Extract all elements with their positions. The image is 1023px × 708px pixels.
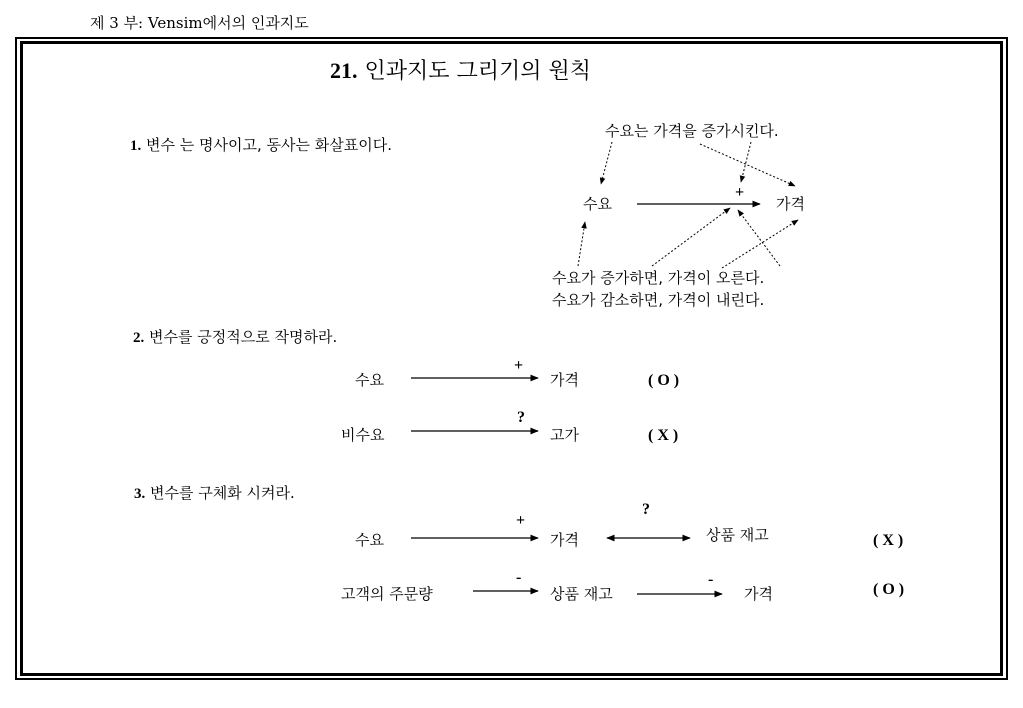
rule-2-row-1-from: 수요 bbox=[355, 371, 384, 389]
section-header: 제 3 부: Vensim에서의 인과지도 bbox=[90, 14, 309, 32]
rule-3-row-1-verdict: ( X ) bbox=[873, 532, 904, 549]
rule-1-sign: + bbox=[735, 184, 745, 201]
note-bottom-to-price-link bbox=[722, 220, 798, 268]
rule-3-row-1-to-2: 상품 재고 bbox=[706, 526, 769, 544]
rule-3-text: 변수를 구체화 시켜라. bbox=[150, 484, 295, 502]
rule-2-number: 2. bbox=[133, 330, 145, 346]
rule-3-number: 3. bbox=[134, 486, 146, 502]
note-bottom-to-arrow-link bbox=[652, 208, 730, 266]
note-bottom-to-demand-link bbox=[578, 222, 585, 266]
rule-3-row-1-sign: + bbox=[516, 512, 526, 529]
rule-3-row-2-to: 상품 재고 bbox=[550, 585, 613, 603]
rule-3-row-1-to: 가격 bbox=[550, 531, 579, 549]
rule-1-note-bottom-2: 수요가 감소하면, 가격이 내린다. bbox=[552, 291, 765, 309]
rule-1-node-demand: 수요 bbox=[583, 195, 612, 213]
title-text: 인과지도 그리기의 원칙 bbox=[364, 59, 592, 84]
rule-3-row-2-sign-2: - bbox=[708, 571, 714, 588]
rule-2-row-2-to: 고가 bbox=[550, 426, 579, 444]
rule-2-row-1-verdict: ( O ) bbox=[648, 372, 680, 389]
rule-1-number: 1. bbox=[130, 138, 142, 154]
rule-1-note-bottom-1: 수요가 증가하면, 가격이 오른다. bbox=[552, 269, 765, 287]
rule-3-row-2-from: 고객의 주문량 bbox=[341, 585, 433, 603]
rule-3-row-2-verdict: ( O ) bbox=[873, 581, 905, 598]
rule-3-row-1-sign-2: ? bbox=[642, 501, 650, 518]
rule-2-text: 변수를 긍정적으로 작명하라. bbox=[149, 328, 338, 346]
rule-2-row-1-to: 가격 bbox=[550, 371, 579, 389]
title-number: 21. bbox=[330, 58, 358, 83]
rule-3-row-2-to-2: 가격 bbox=[744, 585, 773, 603]
rule-2-row-2-sign: ? bbox=[517, 409, 525, 426]
rule-2-row-2-verdict: ( X ) bbox=[648, 427, 679, 444]
rule-1-node-price: 가격 bbox=[776, 195, 805, 213]
note-bottom-to-sign-link bbox=[738, 210, 780, 266]
rule-2-row-1-sign: + bbox=[514, 357, 524, 374]
note-top-to-demand-link bbox=[601, 142, 612, 184]
rule-1-text: 변수 는 명사이고, 동사는 화살표이다. bbox=[146, 136, 392, 154]
note-top-to-sign-link bbox=[741, 142, 751, 182]
note-top-to-price-link bbox=[700, 144, 795, 186]
rule-1-note-top: 수요는 가격을 증가시킨다. bbox=[605, 122, 779, 140]
rule-3-row-1-from: 수요 bbox=[355, 531, 384, 549]
rule-3-row-2-sign: - bbox=[516, 569, 522, 586]
rule-2-row-2-from: 비수요 bbox=[341, 426, 385, 444]
